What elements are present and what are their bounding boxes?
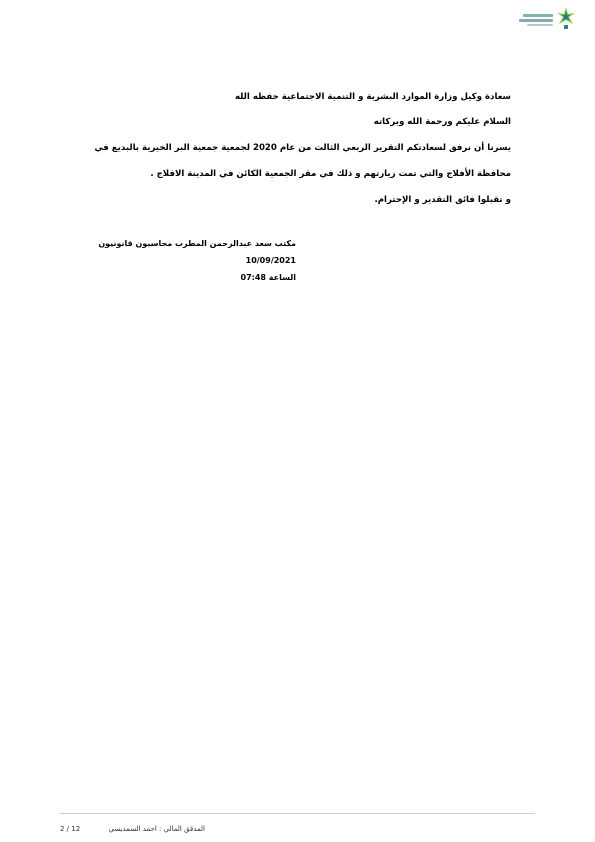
page-number: 2 / 12	[60, 825, 81, 833]
ministry-logo-wordmark	[519, 13, 553, 27]
addressee-line: سعادة وكيل وزارة الموارد البشرية و التنمية الاجتماعية حفظه الله	[234, 92, 511, 102]
footer-auditor: المدقق المالي : احمد السمديسي	[108, 825, 205, 833]
signature-time: الساعة 07:48	[240, 273, 296, 282]
footer-divider	[60, 813, 535, 814]
ministry-emblem-icon	[555, 6, 577, 30]
body-paragraph-line-2: محافظة الأفلاج والتي تمت زيارتهم و ذلك في مقر الجمعية الكائن في المدينة الافلاج .	[150, 169, 511, 179]
ministry-logo	[517, 6, 577, 32]
body-paragraph-line-1: يسرنا أن نرفق لسعادتكم التقرير الربعي الثالث من عام 2020 لجمعية جمعية البر الخيرية بالبديع في	[94, 143, 511, 153]
closing-line: و تقبلوا فائق التقدير و الإحترام.	[374, 195, 511, 205]
signature-date: 10/09/2021	[245, 256, 296, 265]
salutation-line: السلام عليكم ورحمة الله وبركاته	[373, 117, 511, 127]
signature-office: مكتب سعد عبدالرحمن المطرب محاسبون قانونيون	[98, 239, 296, 248]
